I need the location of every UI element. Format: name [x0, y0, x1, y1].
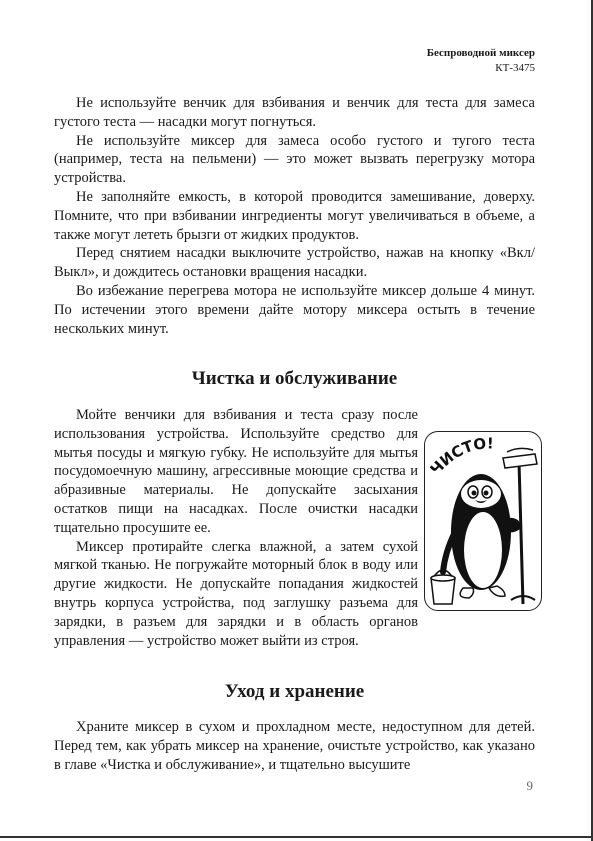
intro-paragraph: Перед снятием насадки выключите устройство, нажав на кнопку «Вкл/Выкл», и дождитесь остановки вращения насадки. — [54, 245, 535, 281]
document-header — [427, 46, 535, 76]
intro-paragraph: Не заполняйте емкость, в которой проводится замешивание, доверху. Помните, что при взбивании ингредиенты могут увеличиваться в объеме, а также могут лететь брызги от жидких продуктов. — [54, 188, 535, 243]
storage-section — [54, 718, 535, 774]
illustration-caption: ЧИСТО! — [426, 434, 494, 479]
product-model: КТ-3475 — [495, 62, 535, 74]
intro-section — [54, 94, 535, 338]
intro-paragraph: Не используйте миксер для замеса особо густого и тугого теста (например, теста на пельмени) — это может вызвать перегрузку мотора устройства. — [54, 132, 535, 187]
storage-heading: Уход и хранение — [224, 681, 365, 702]
page-number: 9 — [526, 778, 533, 793]
penguin-illustration — [424, 431, 542, 611]
cleaning-section — [54, 406, 418, 650]
penguin-with-mop-icon — [425, 432, 541, 610]
cleaning-paragraph: Мойте венчики для взбивания и теста сразу после использования устройства. Используйте средство для мытья посуды и мягкую губку. Не используйте для мытья посудомоечную машину, агрессивные моющие средства и абразивные материалы. Не допускайте засыхания остатков пищи на насадках. После очистки насадки тщательно просушите ее. — [54, 407, 418, 536]
intro-paragraph: Во избежание перегрева мотора не используйте миксер дольше 4 минут. По истечении этого времени дайте мотору миксера остыть в течение нескольких минут. — [54, 282, 535, 337]
page-bottom-border — [0, 836, 593, 838]
cleaning-heading: Чистка и обслуживание — [191, 368, 398, 389]
storage-paragraph: Храните миксер в сухом и прохладном месте, недоступном для детей. Перед тем, как убрать миксер на хранение, очистьте устройство, как указано в главе «Чистка и обслуживание», и тщательно высушите — [54, 719, 535, 773]
intro-paragraph: Не используйте венчик для взбивания и венчик для теста для замеса густого теста — насадки могут погнуться. — [54, 95, 535, 130]
product-title: Беспроводной миксер — [426, 47, 535, 59]
cleaning-paragraph: Миксер протирайте слегка влажной, а затем сухой мягкой тканью. Не погружайте моторный блок в воду или другие жидкости. Не допускайте попадания жидкостей внутрь корпуса устройства, под заглушку разъема для зарядки, в разъем для зарядки и в область органов управления — устройство может выйти из строя. — [54, 538, 418, 649]
